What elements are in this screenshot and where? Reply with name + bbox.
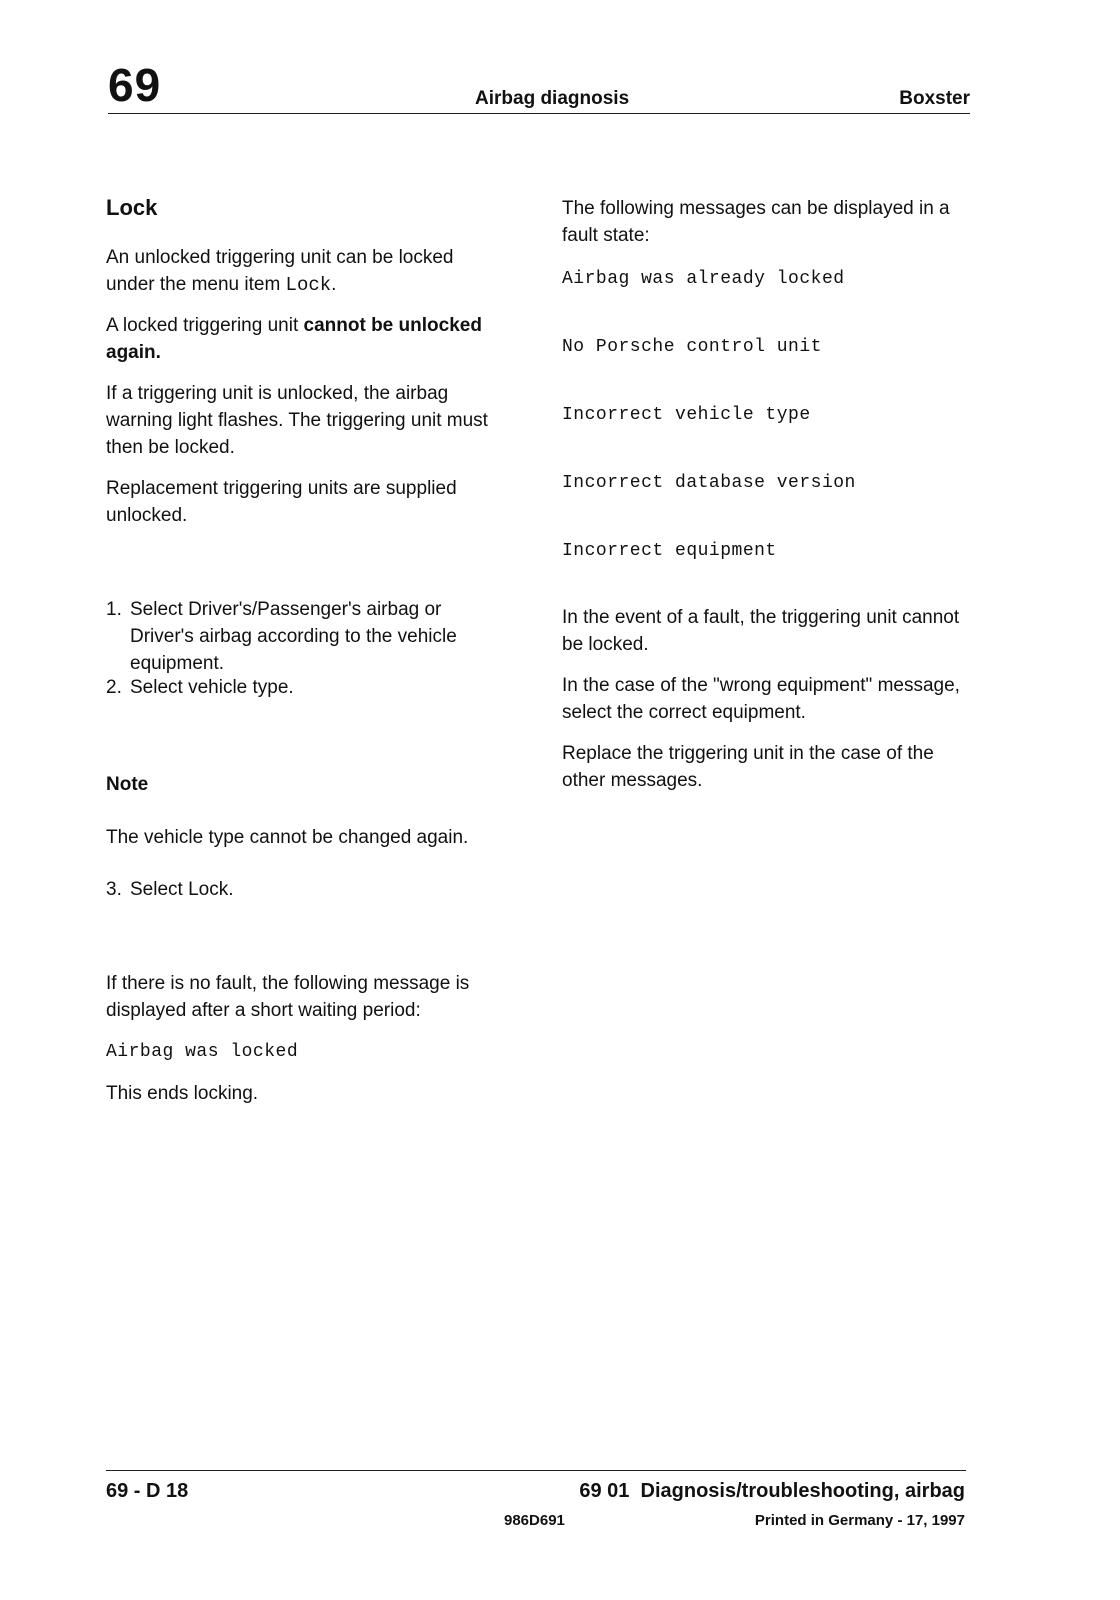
fault-message-already-locked: Airbag was already locked: [562, 269, 845, 289]
header-model: Boxster: [899, 88, 970, 109]
paragraph-locked: [106, 312, 506, 366]
section-heading-lock: Lock: [106, 195, 158, 220]
chapter-number: 69: [108, 59, 162, 111]
paragraph-fault-intro: The following messages can be displayed in a fault state:: [562, 198, 950, 246]
step-2: [106, 674, 506, 701]
header-title: Airbag diagnosis: [475, 88, 630, 109]
paragraph-replace-unit: Replace the triggering unit in the case of the other messages.: [562, 743, 934, 791]
paragraph-warning-light: If a triggering unit is unlocked, the airbag warning light flashes. The triggering unit must then be locked.: [106, 383, 488, 458]
fault-message-incorrect-vehicle-type: Incorrect vehicle type: [562, 405, 811, 425]
paragraph-unlocked: [106, 244, 506, 299]
paragraph-locked-bold: cannot be unlocked again.: [106, 315, 482, 363]
footer-page-number: 69 - D 18: [106, 1480, 189, 1502]
fault-message-no-porsche-unit: No Porsche control unit: [562, 337, 822, 357]
step-3: [106, 876, 506, 903]
paragraph-unlocked-end: .: [331, 274, 337, 295]
paragraph-replacement: Replacement triggering units are supplied unlocked.: [106, 478, 457, 526]
step-3-text: Select Lock.: [130, 879, 234, 900]
step-2-number: 2.: [106, 677, 122, 698]
paragraph-ends-locking: This ends locking.: [106, 1083, 259, 1104]
note-heading: Note: [106, 774, 149, 795]
message-airbag-locked: Airbag was locked: [106, 1042, 299, 1062]
paragraph-locked-text: A locked triggering unit: [106, 315, 304, 336]
paragraph-unlocked-text: An unlocked triggering unit can be locked under the menu item: [106, 247, 454, 295]
menu-item-lock-code: Lock: [285, 274, 332, 296]
note-text: The vehicle type cannot be changed again.: [106, 827, 469, 848]
step-2-text: Select vehicle type.: [130, 677, 294, 698]
step-1: [106, 596, 506, 677]
footer-document-code: 986D691: [504, 1512, 565, 1529]
footer-rule: [106, 1470, 966, 1471]
step-3-number: 3.: [106, 879, 122, 900]
step-1-text: Select Driver's/Passenger's airbag or Driver's airbag according to the vehicle equipment.: [130, 599, 457, 674]
fault-message-incorrect-database: Incorrect database version: [562, 473, 856, 493]
paragraph-event-of-fault: In the event of a fault, the triggering unit cannot be locked.: [562, 607, 960, 655]
step-1-number: 1.: [106, 599, 122, 620]
paragraph-no-fault: If there is no fault, the following message is displayed after a short waiting period:: [106, 973, 470, 1021]
footer-printed-note: Printed in Germany - 17, 1997: [754, 1512, 965, 1529]
footer-section-title: 69 01 Diagnosis/troubleshooting, airbag: [579, 1480, 965, 1502]
fault-message-incorrect-equipment: Incorrect equipment: [562, 541, 777, 561]
header-rule: [108, 113, 970, 114]
paragraph-wrong-equipment: In the case of the "wrong equipment" message, select the correct equipment.: [562, 675, 960, 723]
